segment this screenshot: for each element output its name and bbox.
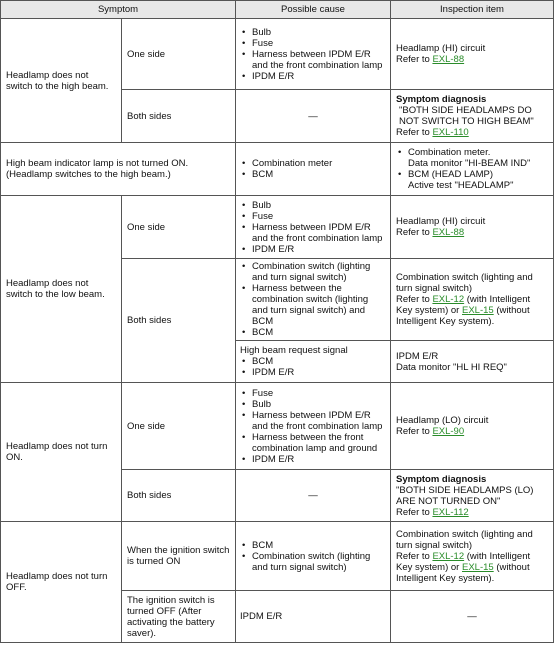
list-item: [396, 147, 548, 169]
dash-cell: —: [236, 470, 391, 522]
header-inspection: Inspection item: [391, 1, 554, 19]
condition-cell: One side: [122, 196, 236, 259]
inspection-text: Data monitor "HI-BEAM IND": [408, 158, 531, 169]
symptom-cell: High beam indicator lamp is not turned ON. (Headlamp switches to the high beam.): [1, 143, 236, 196]
list-item: • Fuse: [240, 211, 385, 222]
inspection-cell: [391, 522, 554, 591]
inspection-text: (with Intelligent Key system) or: [396, 294, 531, 316]
inspection-cell: [391, 259, 554, 341]
symptom-cell: Headlamp does not turn OFF.: [1, 522, 122, 643]
list-item: • BCM: [240, 540, 385, 551]
condition-cell: Both sides: [122, 259, 236, 383]
inspection-title: Symptom diagnosis: [396, 473, 487, 485]
cause-cell: [236, 196, 391, 259]
symptom-cell: Headlamp does not turn ON.: [1, 383, 122, 522]
refer-text: Refer to: [396, 506, 433, 518]
header-row: [1, 1, 554, 19]
list-item: • Combination meter: [240, 158, 385, 169]
link-exl-15[interactable]: EXL-15: [462, 305, 494, 316]
inspection-text: Headlamp (LO) circuit: [396, 415, 489, 426]
list-item: • Fuse: [240, 38, 385, 49]
link-exl-88[interactable]: EXL-88: [432, 227, 465, 238]
refer-text: Refer to: [396, 127, 433, 138]
cause-cell: [236, 19, 391, 90]
inspection-text: Headlamp (HI) circuit: [396, 216, 486, 227]
table-row: [1, 19, 554, 90]
condition-cell: One side: [122, 383, 236, 470]
condition-cell: One side: [122, 19, 236, 90]
list-item: • Harness between IPDM E/R and the front combination lamp: [240, 222, 385, 244]
header-symptom: Symptom: [1, 1, 236, 19]
list-item: • BCM: [240, 169, 385, 180]
inspection-text: (with Intelligent Key system) or: [396, 550, 531, 573]
cause-cell: [236, 259, 391, 341]
inspection-text: Combination switch (lighting and turn signal switch): [396, 272, 533, 294]
inspection-text: Combination switch (lighting and turn signal switch): [396, 528, 533, 551]
link-exl-112[interactable]: EXL-112: [432, 506, 469, 518]
condition-cell: Both sides: [122, 90, 236, 143]
list-item: • Harness between the front combination lamp and ground: [240, 432, 385, 454]
list-item: • Harness between IPDM E/R and the front combination lamp: [240, 49, 385, 71]
list-item: • IPDM E/R: [240, 244, 385, 255]
condition-cell: The ignition switch is turned OFF (After activating the battery saver).: [122, 591, 236, 643]
header-cause: Possible cause: [236, 1, 391, 19]
link-exl-110[interactable]: EXL-110: [432, 127, 469, 138]
table-row: [1, 143, 554, 196]
inspection-cell: [391, 341, 554, 383]
inspection-text: (without Intelligent Key system).: [396, 561, 530, 584]
list-item: [396, 169, 548, 191]
symptom-cell: Headlamp does not switch to the low beam.: [1, 196, 122, 383]
list-item: • Fuse: [240, 388, 385, 399]
list-item: • IPDM E/R: [240, 71, 385, 82]
link-exl-90[interactable]: EXL-90: [432, 426, 465, 437]
inspection-text: Headlamp (HI) circuit: [396, 43, 486, 54]
inspection-text: IPDM E/R: [396, 350, 439, 362]
table-row: [1, 196, 554, 259]
inspection-text: (without Intelligent Key system).: [396, 305, 530, 327]
dash-cell: —: [236, 90, 391, 143]
table-row: [1, 383, 554, 470]
list-item: • IPDM E/R: [240, 367, 385, 378]
refer-text: Refer to: [396, 227, 433, 238]
inspection-text: • Combination meter.: [408, 147, 491, 158]
refer-text: Refer to: [396, 550, 433, 562]
list-item: • Bulb: [240, 200, 385, 211]
table-row: [1, 522, 554, 591]
inspection-text: Active test "HEADLAMP": [408, 180, 514, 191]
cause-cell: [236, 383, 391, 470]
inspection-cell: [391, 19, 554, 90]
inspection-cell: [391, 143, 554, 196]
inspection-title: Symptom diagnosis: [396, 94, 487, 105]
inspection-text: Data monitor "HL HI REQ": [396, 361, 507, 373]
dash-cell: —: [391, 591, 554, 643]
cause-cell: [236, 143, 391, 196]
inspection-cell: [391, 90, 554, 143]
list-item: • BCM: [240, 356, 385, 367]
link-exl-88[interactable]: EXL-88: [432, 54, 465, 65]
list-item: • Bulb: [240, 27, 385, 38]
list-item: • Harness between IPDM E/R and the front combination lamp: [240, 410, 385, 432]
link-exl-12[interactable]: EXL-12: [432, 550, 465, 562]
link-exl-12[interactable]: EXL-12: [432, 294, 465, 305]
list-item: • Bulb: [240, 399, 385, 410]
symptom-cell: Headlamp does not switch to the high beam.: [1, 19, 122, 143]
list-item: • Harness between the combination switch (lighting and turn signal switch) and BCM: [240, 283, 385, 327]
list-item: • IPDM E/R: [240, 454, 385, 465]
condition-cell: When the ignition switch is turned ON: [122, 522, 236, 591]
cause-cell: [236, 341, 391, 383]
link-exl-15[interactable]: EXL-15: [462, 561, 494, 573]
cause-cell: IPDM E/R: [236, 591, 391, 643]
inspection-text: • BCM (HEAD LAMP): [408, 169, 493, 180]
inspection-cell: [391, 383, 554, 470]
condition-cell: Both sides: [122, 470, 236, 522]
list-item: • BCM: [240, 327, 385, 338]
list-item: • Combination switch (lighting and turn signal switch): [240, 551, 385, 573]
inspection-text: "BOTH SIDE HEADLAMPS DO NOT SWITCH TO HIGH BEAM": [399, 105, 534, 127]
refer-text: Refer to: [396, 426, 433, 437]
inspection-cell: [391, 196, 554, 259]
cause-title: High beam request signal: [240, 345, 348, 356]
list-item: • Combination switch (lighting and turn signal switch): [240, 261, 385, 283]
cause-cell: [236, 522, 391, 591]
inspection-cell: [391, 470, 554, 522]
inspection-text: "BOTH SIDE HEADLAMPS (LO) ARE NOT TURNED ON": [396, 484, 534, 507]
refer-text: Refer to: [396, 294, 433, 305]
refer-text: Refer to: [396, 54, 433, 65]
